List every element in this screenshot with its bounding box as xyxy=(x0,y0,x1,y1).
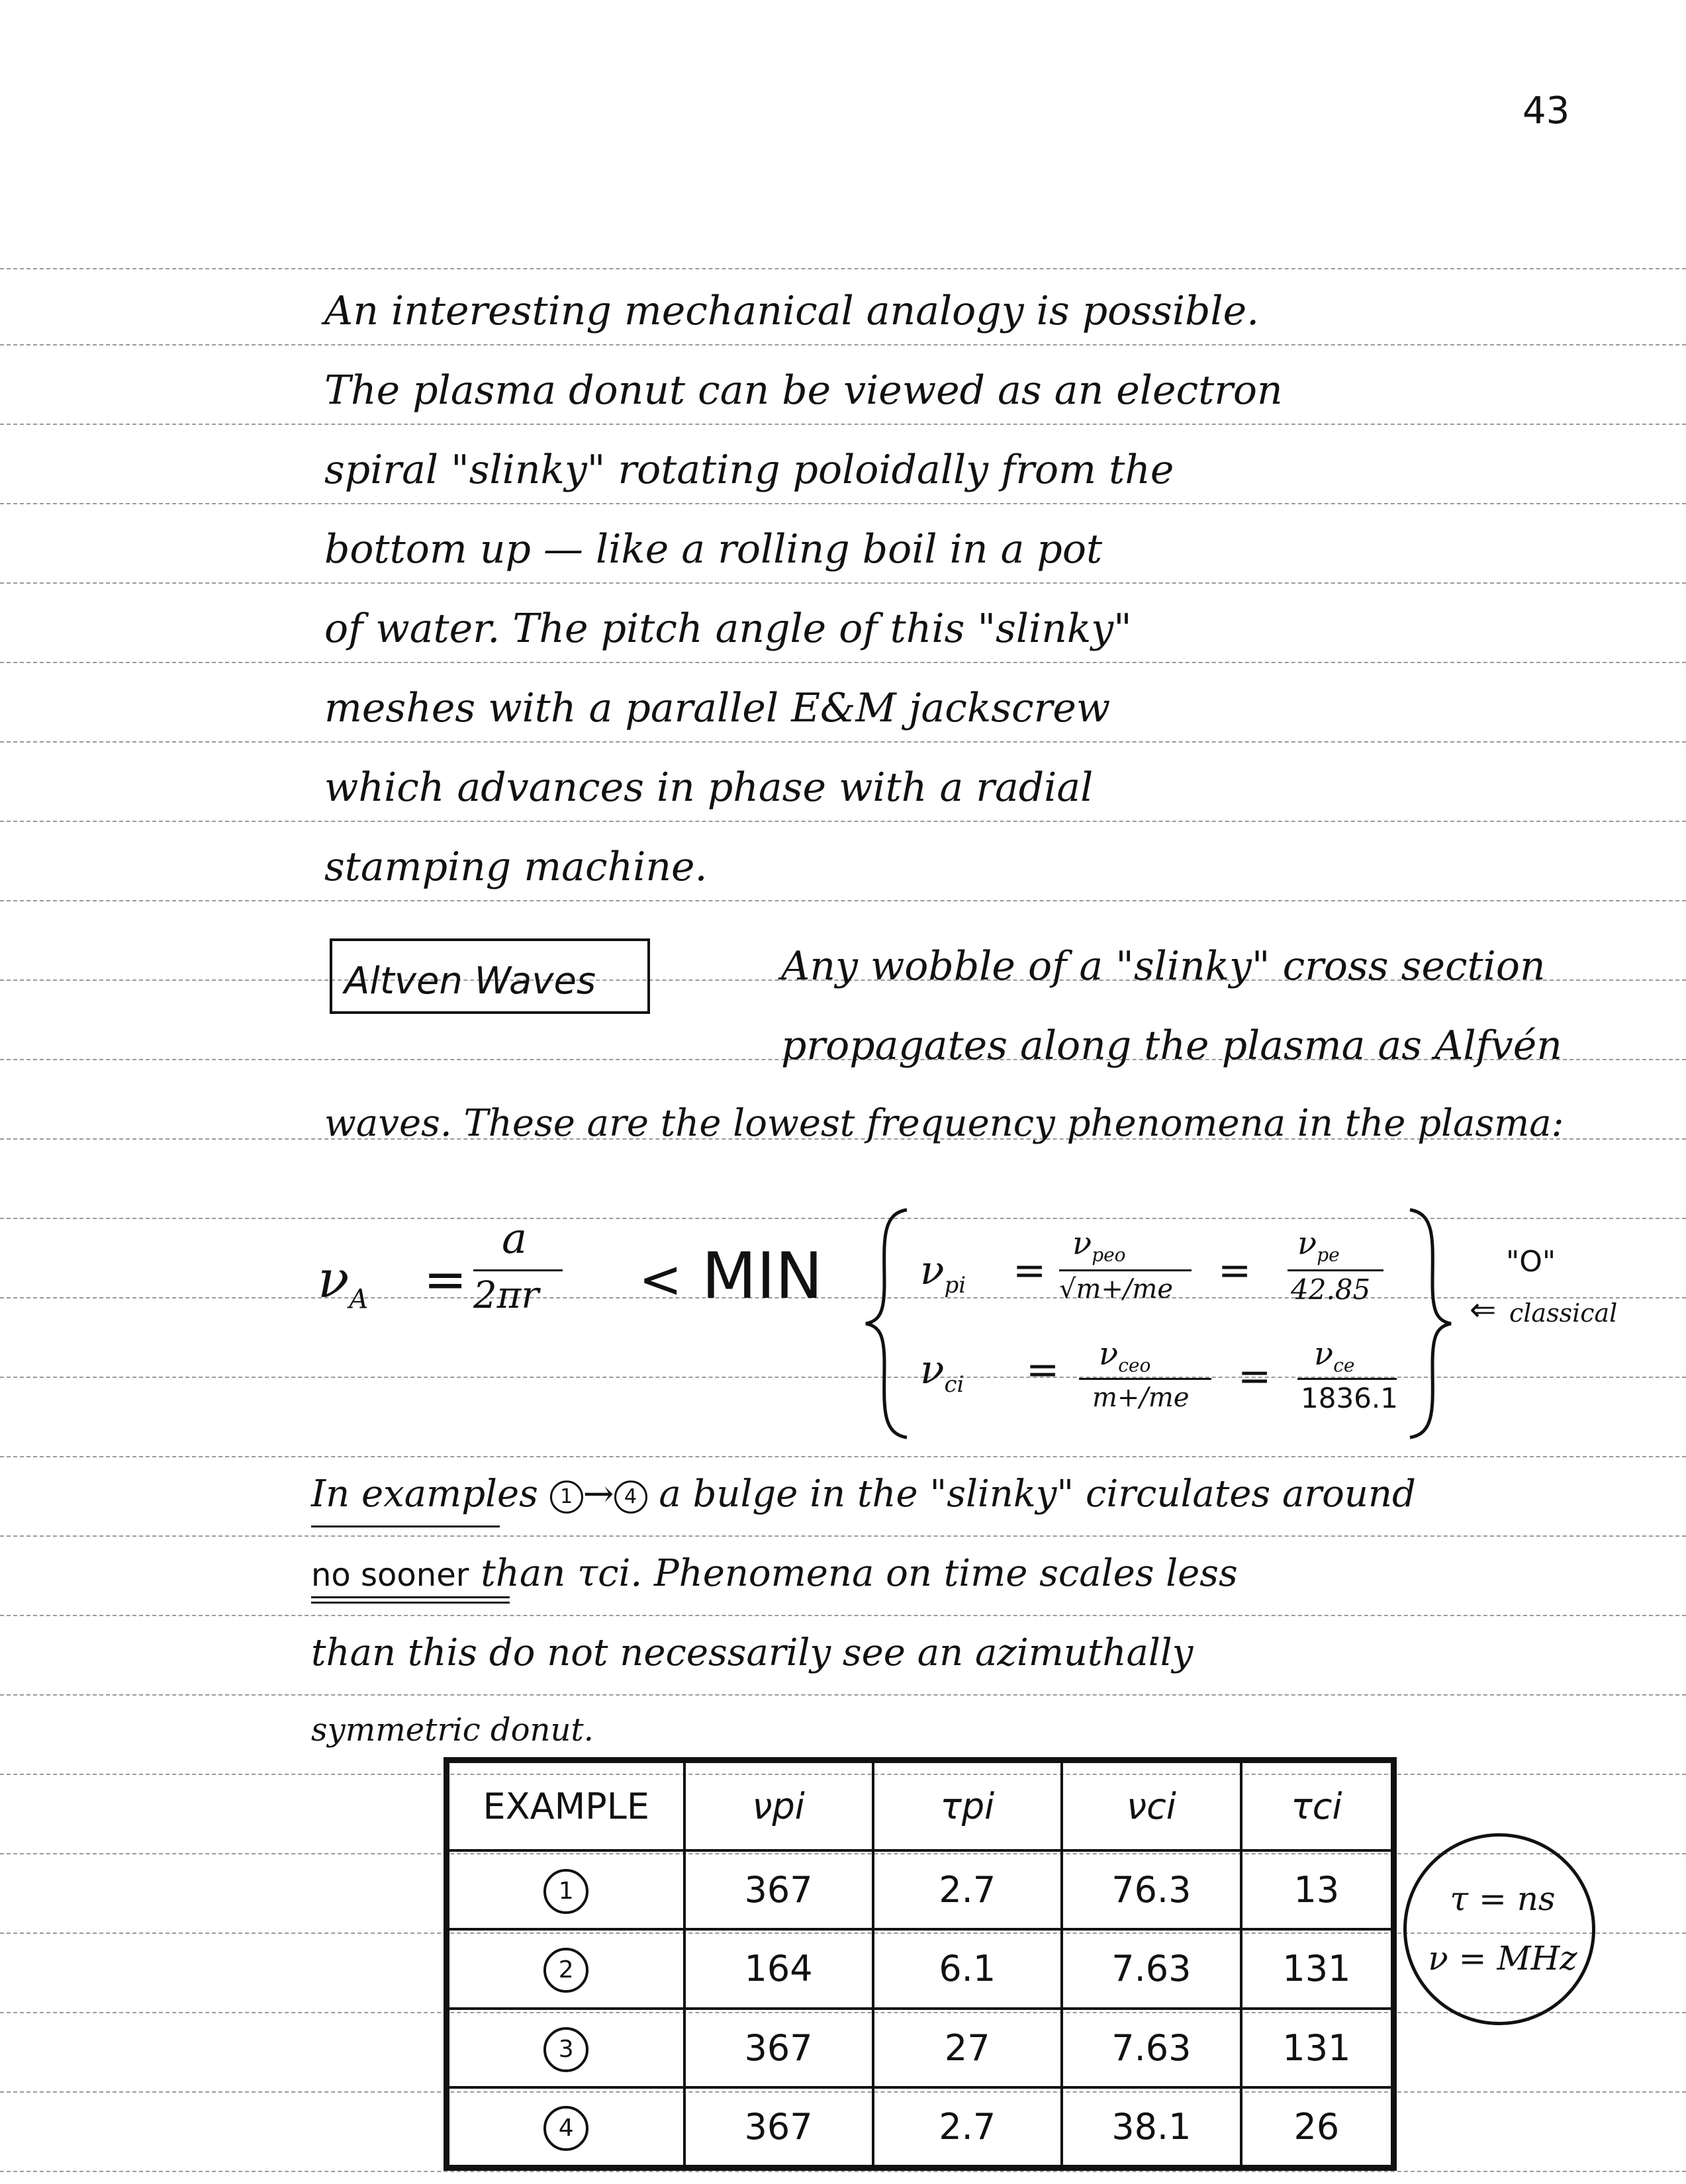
units-nu: ν = MHz xyxy=(1428,1939,1577,1978)
cell-example xyxy=(448,2009,684,2087)
paragraph-line: The plasma donut can be viewed as an electron xyxy=(324,367,1283,414)
rule-line xyxy=(0,1456,1686,1457)
cell-nu-ci: 7.63 xyxy=(1062,2009,1241,2087)
rule-line xyxy=(0,662,1686,663)
fraction-bar xyxy=(1059,1269,1192,1271)
right-brace xyxy=(1403,1205,1456,1443)
rule-line xyxy=(0,424,1686,425)
fraction-bar xyxy=(1288,1269,1383,1271)
header-tau-ci: τci xyxy=(1241,1762,1392,1850)
double-underline xyxy=(311,1596,510,1598)
example-number: 4 xyxy=(543,2106,588,2151)
equals-sign: = xyxy=(1026,1347,1060,1393)
paragraph-line: bottom up — like a rolling boil in a pot xyxy=(324,526,1103,572)
paragraph-line: spiral "slinky" rotating poloidally from the xyxy=(324,447,1174,493)
mass-ratio: m+/me xyxy=(1092,1383,1190,1413)
cell-tau-pi: 2.7 xyxy=(873,1850,1062,1929)
cell-tau-ci: 131 xyxy=(1241,1929,1392,2008)
units-legend-circle xyxy=(1403,1833,1595,2025)
nu-a-symbol: $\nu_A$ xyxy=(318,1250,369,1315)
cell-tau-pi: 27 xyxy=(873,2009,1062,2087)
fraction-denominator: 2πr xyxy=(473,1274,539,1317)
cell-nu-ci: 38.1 xyxy=(1062,2087,1241,2166)
table-header-row xyxy=(448,1762,1392,1850)
table-row xyxy=(448,2009,1392,2087)
paragraph-line: of water. The pitch angle of this "slinky" xyxy=(324,606,1132,652)
rule-line xyxy=(0,1694,1686,1696)
rule-line xyxy=(0,503,1686,504)
header-tau-pi: τpi xyxy=(873,1762,1062,1850)
arrow-glyph: ⇐ xyxy=(1470,1291,1497,1328)
units-tau: τ = ns xyxy=(1450,1880,1556,1918)
cell-nu-pi: 164 xyxy=(684,1929,873,2008)
cell-tau-ci: 131 xyxy=(1241,2009,1392,2087)
double-underline xyxy=(311,1602,510,1604)
nu-ce-symbol: $\nu_{ce}$ xyxy=(1314,1336,1355,1377)
nu-ceo-symbol: $\nu_{ceo}$ xyxy=(1099,1336,1151,1377)
rule-line xyxy=(0,900,1686,901)
cell-nu-pi: 367 xyxy=(684,2009,873,2087)
denominator-value: 42.85 xyxy=(1291,1273,1371,1306)
cell-tau-pi: 2.7 xyxy=(873,2087,1062,2166)
rule-line xyxy=(0,344,1686,345)
page-number: 43 xyxy=(1522,89,1570,132)
section-text-line: waves. These are the lowest frequency phenomena in the plasma: xyxy=(324,1102,1564,1145)
underline xyxy=(311,1525,500,1527)
denominator-value: 1836.1 xyxy=(1301,1382,1398,1414)
rule-line xyxy=(0,2171,1686,2172)
cell-tau-ci: 13 xyxy=(1241,1850,1392,1929)
section-text-line: propagates along the plasma as Alfvén xyxy=(781,1023,1562,1069)
paragraph-line: which advances in phase with a radial xyxy=(324,764,1094,811)
table-row xyxy=(448,2087,1392,2166)
cell-example xyxy=(448,1850,684,1929)
cell-example xyxy=(448,1929,684,2008)
paragraph-line: An interesting mechanical analogy is possible. xyxy=(324,288,1260,334)
paragraph-line: symmetric donut. xyxy=(311,1711,594,1749)
rule-line xyxy=(0,821,1686,822)
paragraph-line: stamping machine. xyxy=(324,844,708,890)
nu-pi-symbol: $\nu_{pi}$ xyxy=(920,1248,966,1298)
cell-nu-ci: 7.63 xyxy=(1062,1929,1241,2008)
fraction-bar xyxy=(473,1269,563,1271)
paragraph-line: meshes with a parallel E&M jackscrew xyxy=(324,685,1111,731)
min-label: MIN xyxy=(702,1239,823,1313)
rule-line xyxy=(0,268,1686,269)
fraction-bar xyxy=(1079,1378,1211,1380)
table-row xyxy=(448,1929,1392,2008)
rule-line xyxy=(0,741,1686,743)
arrow-glyph: → xyxy=(583,1473,614,1516)
left-brace xyxy=(861,1205,913,1443)
example-number: 1 xyxy=(543,1869,588,1914)
fraction-numerator: a xyxy=(502,1214,528,1263)
example-ref-1: 1 xyxy=(550,1480,583,1514)
classical-annotation: classical xyxy=(1509,1298,1618,1328)
equals-sign: = xyxy=(1238,1353,1272,1400)
mass-ratio-root: √m+/me xyxy=(1059,1274,1174,1304)
section-text-line: Any wobble of a "slinky" cross section xyxy=(781,943,1546,989)
rule-line xyxy=(0,1615,1686,1616)
example-number: 3 xyxy=(543,2027,588,2072)
paragraph-line: no sooner than τci. Phenomena on time scales less xyxy=(311,1552,1238,1595)
fraction-bar xyxy=(1297,1378,1397,1380)
nu-pe-symbol: $\nu_{pe}$ xyxy=(1297,1225,1340,1266)
example-number: 2 xyxy=(543,1948,588,1993)
nu-peo-symbol: $\nu_{peo}$ xyxy=(1072,1225,1126,1266)
equals-sign: = xyxy=(1218,1248,1252,1294)
cell-tau-ci: 26 xyxy=(1241,2087,1392,2166)
examples-table xyxy=(444,1757,1397,2171)
cell-nu-pi: 367 xyxy=(684,2087,873,2166)
cell-nu-ci: 76.3 xyxy=(1062,1850,1241,1929)
paragraph-line: In examples 1 → 4 a bulge in the "slinky" circulates around xyxy=(311,1473,1416,1516)
o-annotation: "O" xyxy=(1506,1245,1556,1279)
header-nu-pi: νpi xyxy=(684,1762,873,1850)
section-title: Altven Waves xyxy=(344,960,596,1003)
equals-sign: = xyxy=(1013,1248,1047,1294)
header-nu-ci: νci xyxy=(1062,1762,1241,1850)
nu-ci-symbol: $\nu_{ci}$ xyxy=(920,1347,964,1398)
header-example: EXAMPLE xyxy=(448,1762,684,1850)
paragraph-line: than this do not necessarily see an azimuthally xyxy=(311,1631,1194,1674)
less-than-sign: < xyxy=(639,1250,682,1310)
rule-line xyxy=(0,1535,1686,1537)
example-ref-4: 4 xyxy=(614,1480,647,1514)
equals-sign: = xyxy=(424,1250,467,1310)
cell-example xyxy=(448,2087,684,2166)
rule-line xyxy=(0,582,1686,584)
emphasis-text: no sooner xyxy=(311,1557,469,1594)
cell-tau-pi: 6.1 xyxy=(873,1929,1062,2008)
cell-nu-pi: 367 xyxy=(684,1850,873,1929)
table-row xyxy=(448,1850,1392,1929)
